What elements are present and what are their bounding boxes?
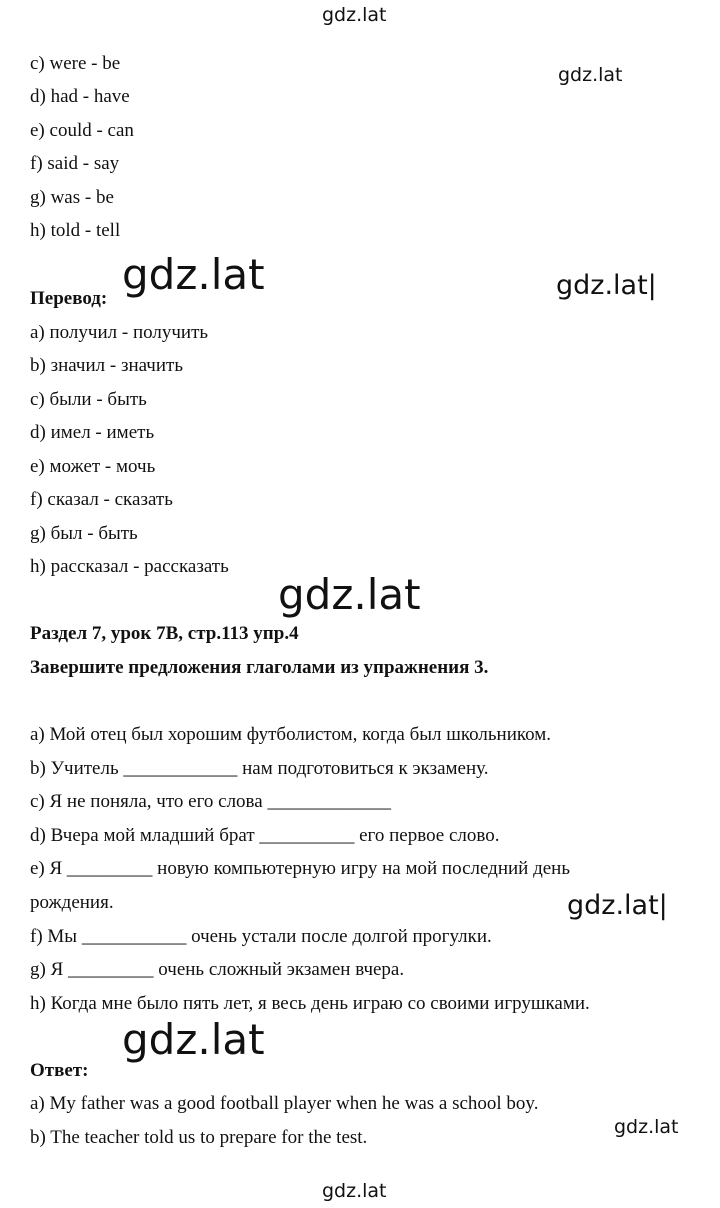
translation-item: d) имел - иметь xyxy=(30,422,155,443)
translation-item: e) может - мочь xyxy=(30,456,156,477)
sentence-item: d) Вчера мой младший брат __________ его первое слово. xyxy=(30,825,500,846)
answer-item: a) My father was a good football player when he was a school boy. xyxy=(30,1093,539,1114)
sentence-item: рождения. xyxy=(30,892,114,913)
sentence-item: a) Мой отец был хорошим футболистом, когда был школьником. xyxy=(30,724,552,745)
watermark: gdz.lat xyxy=(122,250,265,299)
verb-item: g) was - be xyxy=(30,187,114,208)
translation-heading: Перевод: xyxy=(30,288,108,309)
translation-item: b) значил - значить xyxy=(30,355,183,376)
sentence-item: f) Мы ___________ очень устали после долгой прогулки. xyxy=(30,926,492,947)
watermark: gdz.lat xyxy=(278,570,421,619)
watermark: gdz.lat xyxy=(614,1116,679,1138)
watermark-bottom: gdz.lat xyxy=(322,1180,387,1202)
sentence-item: e) Я _________ новую компьютерную игру на мой последний день xyxy=(30,858,571,879)
translation-item: c) были - быть xyxy=(30,389,147,410)
verb-item: h) told - tell xyxy=(30,220,121,241)
watermark: gdz.lat| xyxy=(556,270,657,301)
translation-item: h) рассказал - рассказать xyxy=(30,556,229,577)
sentence-item: g) Я _________ очень сложный экзамен вчера. xyxy=(30,959,405,980)
watermark-top: gdz.lat xyxy=(322,4,387,26)
answer-heading: Ответ: xyxy=(30,1060,89,1081)
translation-item: f) сказал - сказать xyxy=(30,489,173,510)
answer-item: b) The teacher told us to prepare for the test. xyxy=(30,1127,368,1148)
task-instruction: Завершите предложения глаголами из упражнения 3. xyxy=(30,657,489,678)
verb-item: e) could - can xyxy=(30,120,134,141)
verb-item: f) said - say xyxy=(30,153,120,174)
section-title: Раздел 7, урок 7В, стр.113 упр.4 xyxy=(30,623,299,644)
sentence-item: b) Учитель ____________ нам подготовиться к экзамену. xyxy=(30,758,489,779)
verb-item: d) had - have xyxy=(30,86,130,107)
watermark: gdz.lat| xyxy=(567,890,668,921)
watermark: gdz.lat xyxy=(558,64,623,86)
watermark: gdz.lat xyxy=(122,1015,265,1064)
verb-item: c) were - be xyxy=(30,53,121,74)
sentence-item: c) Я не поняла, что его слова _____________ xyxy=(30,791,391,812)
sentence-item: h) Когда мне было пять лет, я весь день играю со своими игрушками. xyxy=(30,993,590,1014)
translation-item: g) был - быть xyxy=(30,523,138,544)
translation-item: a) получил - получить xyxy=(30,322,209,343)
